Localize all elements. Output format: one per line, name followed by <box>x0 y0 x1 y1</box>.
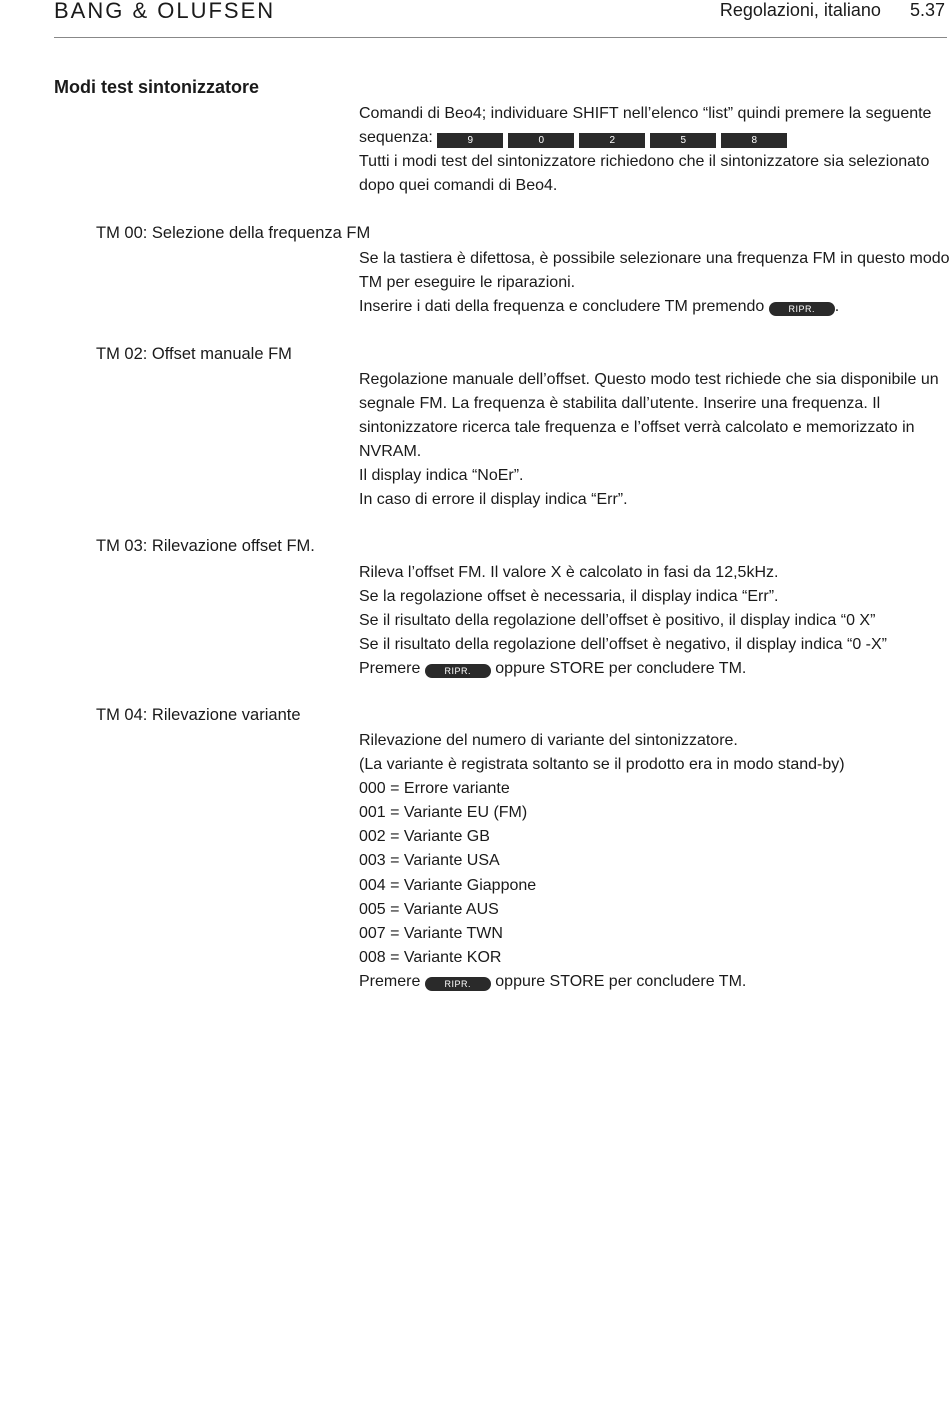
tm03-line: Se la regolazione offset è necessaria, il display indica “Err”. <box>359 588 779 606</box>
key-5: 5 <box>650 133 716 148</box>
key-0: 0 <box>508 133 574 148</box>
tm03-text: Premere <box>359 660 421 678</box>
tm03-block <box>359 561 949 681</box>
variant-item: 007 = Variante TWN <box>359 924 503 942</box>
page-header <box>720 0 945 21</box>
brand-logo: BANG & OLUFSEN <box>54 0 276 23</box>
tm00-line: Se la tastiera è difettosa, è possibile selezionare una frequenza FM in questo modo <box>359 250 950 267</box>
tm02-line: sintonizzatore ricerca tale frequenza e l’offset verrà calcolato e memorizzato in <box>359 419 915 437</box>
intro-key-sequence <box>359 126 949 150</box>
key-8: 8 <box>721 133 787 148</box>
tm04-line: Rilevazione del numero di variante del sintonizzatore. <box>359 732 738 749</box>
tm02-line: NVRAM. <box>359 443 422 461</box>
tm00-line <box>359 295 949 319</box>
page-number: 5.37 <box>909 0 945 20</box>
variant-item: 000 = Errore variante <box>359 780 510 798</box>
tm00-text: Inserire i dati della frequenza e concludere TM premendo <box>359 298 765 316</box>
intro-block <box>359 102 949 198</box>
tm02-heading: TM 02: Offset manuale FM <box>96 345 292 363</box>
intro-line: dopo quei comandi di Beo4. <box>359 177 558 195</box>
tm02-line: Regolazione manuale dell’offset. Questo modo test richiede che sia disponibile un <box>359 371 939 388</box>
tm03-text: oppure STORE per concludere TM. <box>495 660 747 678</box>
variant-item: 003 = Variante USA <box>359 852 500 870</box>
tm03-heading: TM 03: Rilevazione offset FM. <box>96 537 315 555</box>
variant-item: 002 = Variante GB <box>359 828 490 846</box>
tm03-line: Se il risultato della regolazione dell’offset è positivo, il display indica “0 X” <box>359 612 876 630</box>
intro-line: Tutti i modi test del sintonizzatore richiedono che il sintonizzatore sia selezionato <box>359 153 930 171</box>
tm04-text: oppure STORE per concludere TM. <box>495 972 747 990</box>
sequence-label: sequenza: <box>359 129 433 147</box>
variant-item: 005 = Variante AUS <box>359 900 499 918</box>
section-name: Regolazioni, italiano <box>719 0 881 20</box>
page-title: Modi test sintonizzatore <box>54 77 260 97</box>
ripr-button: RIPR. <box>425 977 491 991</box>
header-divider <box>54 37 947 38</box>
tm02-line: In caso di errore il display indica “Err”. <box>359 491 628 509</box>
ripr-button: RIPR. <box>769 302 835 316</box>
tm04-text: Premere <box>359 972 421 990</box>
tm02-line: Il display indica “NoEr”. <box>359 467 524 485</box>
tm00-heading: TM 00: Selezione della frequenza FM <box>96 224 371 242</box>
key-2: 2 <box>579 133 645 148</box>
tm00-block <box>359 247 949 319</box>
tm00-line: TM per eseguire le riparazioni. <box>359 274 576 292</box>
tm02-block <box>359 368 949 513</box>
tm00-period: . <box>834 298 840 316</box>
tm04-heading: TM 04: Rilevazione variante <box>96 706 301 724</box>
tm03-line: Se il risultato della regolazione dell’offset è negativo, il display indica “0 -X” <box>359 636 887 654</box>
intro-line: Comandi di Beo4; individuare SHIFT nell’elenco “list” quindi premere la seguente <box>359 105 932 122</box>
tm03-end-line <box>359 657 949 681</box>
tm04-end-line <box>359 970 949 994</box>
tm04-line: (La variante è registrata soltanto se il prodotto era in modo stand-by) <box>359 756 845 774</box>
tm03-line: Rileva l’offset FM. Il valore X è calcolato in fasi da 12,5kHz. <box>359 564 779 581</box>
variant-item: 001 = Variante EU (FM) <box>359 804 528 822</box>
tm02-line: segnale FM. La frequenza è stabilita dall’utente. Inserire una frequenza. Il <box>359 395 881 413</box>
tm04-block <box>359 729 949 994</box>
ripr-button: RIPR. <box>425 664 491 678</box>
variant-item: 004 = Variante Giappone <box>359 876 537 894</box>
key-9: 9 <box>437 133 503 148</box>
variant-item: 008 = Variante KOR <box>359 948 502 966</box>
